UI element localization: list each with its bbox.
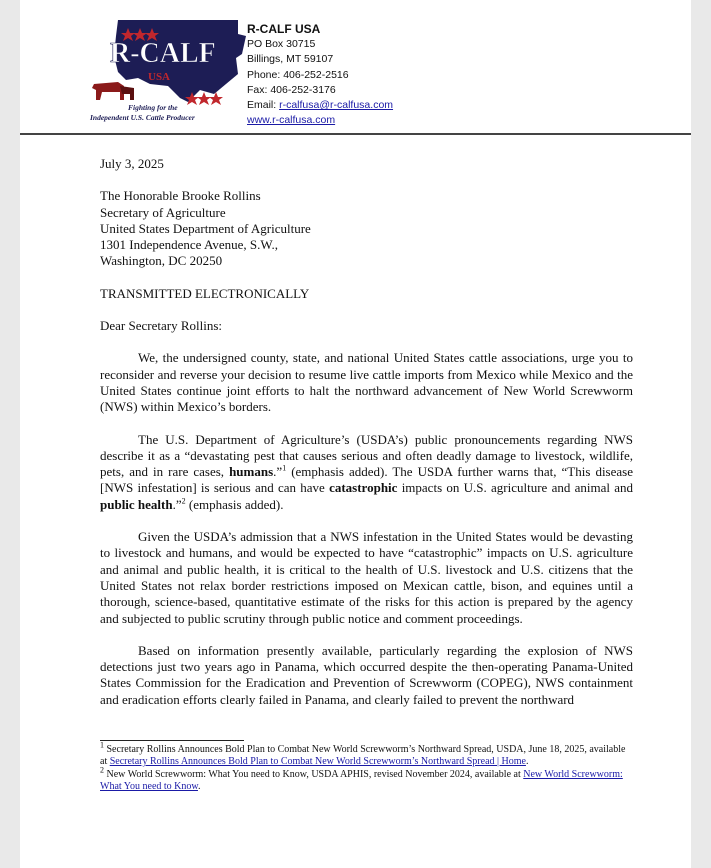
city-line: Billings, MT 59107: [247, 53, 334, 66]
phone: Phone: 406-252-2516: [247, 68, 349, 81]
footnotes: [100, 740, 633, 793]
transmitted-note: TRANSMITTED ELECTRONICALLY: [100, 285, 310, 301]
emphasis-catastrophic: catastrophic: [329, 480, 398, 496]
paragraph-4: Based on information presently available, particularly regarding the explosion of NWS detections just two years ago in Panama, which occurred despite the then-operating Panama-United States Commission for the Eradication and Prevention of Screwworm (COPEG), NWS containment and eradication efforts clearly failed in Panama, and clearly failed to prevent the northward: [100, 642, 633, 707]
fax: Fax: 406-252-3176: [247, 83, 336, 96]
website-line: [247, 113, 393, 128]
email-line: [247, 98, 393, 113]
emphasis-humans: humans: [229, 464, 274, 480]
recipient-line: Secretary of Agriculture: [100, 204, 226, 220]
footnote-ref-2[interactable]: 2: [181, 496, 186, 506]
header-rule: [20, 133, 691, 135]
r-calf-logo: [88, 14, 248, 126]
recipient-line: 1301 Independence Avenue, S.W.,: [100, 237, 278, 253]
logo-tagline-2: Independent U.S. Cattle Producer: [90, 113, 195, 122]
footnote-1-link[interactable]: Secretary Rollins Announces Bold Plan to Combat New World Screwworm’s Northward Spread | Home: [109, 756, 526, 768]
paragraph-2: The U.S. Department of Agriculture’s (USDA’s) public pronouncements regarding NWS describe it as a “devastating pest that causes serious and often deadly damage to livestock, wildlife, pets, and in rare cases, humans.”$^1$ (emphasis added). The USDA further warns that, “This disease [NWS infestation] is serious and can have catastrophic impacts on U.S. agriculture and animal and public health.”$^2$ (emphasis added).: [100, 431, 633, 512]
email-link[interactable]: r-calfusa@r-calfusa.com: [279, 99, 394, 112]
org-name: R-CALF USA: [247, 22, 321, 36]
footnote-ref-1[interactable]: 1: [282, 463, 287, 473]
paragraph-3: Given the USDA’s admission that a NWS infestation in the United States would be devasting to livestock and humans, and would be expected to have “catastrophic” impacts on U.S. agriculture and animal and public health, it is critical to the health of U.S. livestock and U.S. citizens that the United States not relax border restrictions imposed on Mexican cattle, bison, and equines until a thorough, science-based, quantitative estimate of the risks for this action is prepared by the agency and subjected to public scrutiny through public notice and comment proceedings.: [100, 529, 633, 626]
recipient-line: The Honorable Brooke Rollins: [100, 188, 261, 204]
footnote-rule: [100, 740, 244, 741]
letter-date: July 3, 2025: [100, 156, 164, 171]
emphasis-public-health: public health: [100, 496, 173, 512]
recipient-line: United States Department of Agriculture: [100, 220, 311, 236]
salutation: Dear Secretary Rollins:: [100, 318, 223, 334]
footnote-1: $^1$ Secretary Rollins Announces Bold Plan to Combat New World Screwworm’s Northward Spread, USDA, June 18, 2025, available at Secretary Rollins Announces Bold Plan to Combat New World Screwworm’s Northward Spread | Home.: [100, 740, 626, 768]
recipient-address: [100, 188, 633, 269]
letterhead-contact: [247, 22, 393, 128]
logo-name: R-CALF: [110, 38, 216, 69]
po-box: PO Box 30715: [247, 38, 316, 51]
footnote-2: $^2$ New World Screwworm: What You need to Know, USDA APHIS, revised November 2024, available at New World Screwworm: What You need to Know.: [100, 765, 623, 792]
recipient-line: Washington, DC 20250: [100, 253, 223, 269]
email-label: Email:: [247, 99, 280, 112]
logo-tagline-1: Fighting for the: [128, 103, 178, 112]
footnote-2-link[interactable]: New World Screwworm: What You need to Know: [100, 768, 623, 792]
letter-body: [100, 156, 633, 724]
logo-sub: USA: [148, 71, 171, 83]
paragraph-1: We, the undersigned county, state, and national United States cattle associations, urge you to reconsider and reverse your decision to resume live cattle imports from Mexico while Mexico and the United States continue joint efforts to halt the northward advancement of New World Screwworm (NWS) within Mexico’s borders.: [100, 350, 633, 415]
website-link[interactable]: www.r-calfusa.com: [247, 114, 336, 127]
